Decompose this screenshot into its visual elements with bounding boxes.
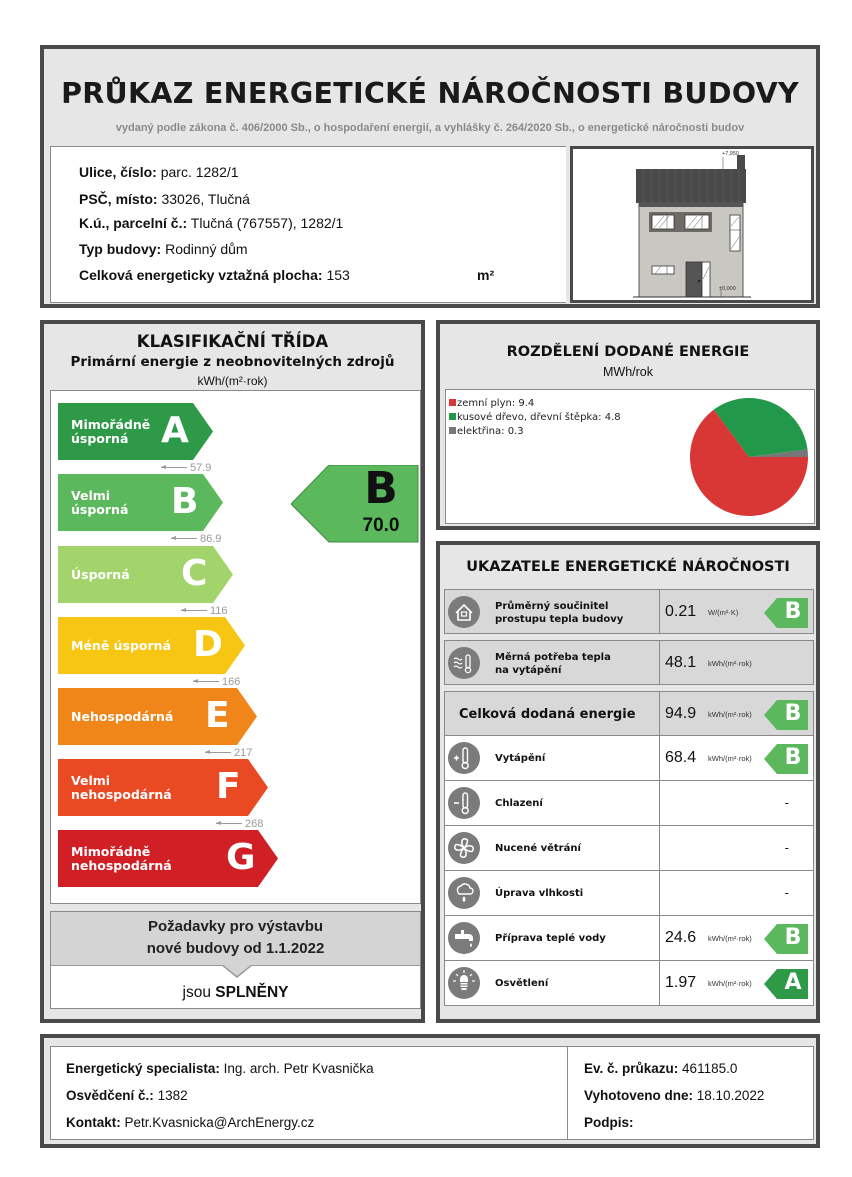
city-row [79,191,250,207]
class-limit: 57.9 [161,462,211,474]
class-limit: 86.9 [171,533,221,545]
energy-class-band-e [58,688,257,745]
date-value: 18.10.2022 [696,1088,765,1103]
street-row [79,164,239,180]
class-limit: 166 [193,676,240,688]
certificate-label: Osvědčení č.: [66,1088,154,1103]
indicator-label: Úprava vlhkosti [495,888,584,899]
indicator-row [444,961,814,1006]
indicator-unit: kWh/(m²·rok) [708,754,752,763]
indicator-empty-value: - [784,795,789,810]
requirements-box [50,911,421,1009]
energy-class-scale [50,390,421,904]
indicator-unit: kWh/(m²·rok) [708,659,752,668]
energy-split-title: ROZDĚLENÍ DODANÉ ENERGIE [506,344,750,360]
indicator-row [444,871,814,916]
class-badge: B [764,924,808,954]
specialist-value: Ing. arch. Petr Kvasnička [223,1061,374,1076]
certificate-value: 1382 [157,1088,188,1103]
area-label: Celková energeticky vztažná plocha: [79,267,323,283]
legend-item: zemní plyn: 9.4 [449,398,534,409]
class-badge: B [764,700,808,730]
cadastre-row [79,215,343,231]
column-divider [659,692,660,735]
indicator-row [444,826,814,871]
arrow-left-icon [205,752,231,753]
contact-email[interactable]: Petr.Kvasnicka@ArchEnergy.cz [124,1115,315,1130]
band-letter: B [171,481,199,522]
certificate-row [66,1088,188,1103]
class-limit: 116 [181,605,228,617]
area-value: 153 [326,267,350,283]
band-label: Mimořádně nehospodárná [71,843,172,873]
footer-panel [40,1034,820,1148]
band-label: Velmi úsporná [71,487,129,517]
class-badge: B [764,598,808,628]
date-label: Vyhotoveno dne: [584,1088,694,1103]
energy-split-panel [436,320,820,530]
band-letter: E [205,695,230,736]
indicator-label: Měrná potřeba tepla na vytápění [495,651,611,676]
specialist-label: Energetický specialista: [66,1061,220,1076]
page-subtitle: vydaný podle zákona č. 406/2000 Sb., o hospodaření energií, a vyhlášky č. 264/2020 Sb., o energetické náročnosti budov [115,122,745,134]
requirements-line1: Požadavky pro výstavbu [147,918,324,935]
requirements-pointer [221,965,253,978]
band-letter: A [161,410,189,451]
indicator-value: 0.21 [665,603,697,620]
energy-class-band-g [58,830,278,887]
indicator-row [444,781,814,826]
band-letter: G [226,837,256,878]
date-row [584,1088,764,1103]
legend-swatch [449,399,456,406]
band-label: Mimořádně úsporná [71,416,151,446]
rating-class-letter: B [364,463,398,514]
contact-row [66,1115,314,1130]
band-label: Méně úsporná [71,637,172,653]
indicator-unit: kWh/(m²·rok) [708,979,752,988]
street-value: parc. 1282/1 [160,164,239,180]
column-divider [659,736,660,780]
indicators-title: UKAZATELE ENERGETICKÉ NÁROČNOSTI [466,559,790,575]
band-letter: D [193,624,223,665]
indicators-table [444,589,814,1006]
indicator-label: Příprava teplé vody [495,933,606,944]
indicator-value: 1.97 [665,974,697,991]
signature-label: Podpis: [584,1115,634,1130]
requirements-line2: nové budovy od 1.1.2022 [146,940,325,957]
band-letter: C [181,553,208,594]
indicator-label: Nucené větrání [495,843,581,854]
page-title: PRŮKAZ ENERGETICKÉ NÁROČNOSTI BUDOVY [61,77,799,110]
indicator-value: 24.6 [665,929,697,946]
house-elevation-image [573,149,811,300]
indicator-row [444,691,814,736]
indicator-unit: kWh/(m²·rok) [708,710,752,719]
energy-split-unit: MWh/rok [603,365,653,379]
indicator-value: 48.1 [665,654,697,671]
area-unit: m² [477,267,495,283]
indicator-label: Vytápění [495,753,546,764]
pie-chart [688,396,810,518]
type-row [79,241,248,257]
requirements-result: jsou SPLNĚNY [182,984,289,1001]
energy-class-band-a [58,403,213,460]
house-icon [448,596,480,628]
indicator-row [444,640,814,685]
arrow-left-icon [161,467,187,468]
cadastre-value: Tlučná (767557), 1282/1 [190,215,344,231]
class-limit: 268 [216,818,263,830]
arrow-left-icon [181,610,207,611]
legend-swatch [449,427,456,434]
contact-label: Kontakt: [66,1115,121,1130]
rating-marker [291,465,419,543]
signature-row [584,1115,634,1130]
indicator-unit: kWh/(m²·rok) [708,934,752,943]
indicator-label: Průměrný součinitel prostupu tepla budovy [495,600,624,625]
city-value: 33026, Tlučná [161,191,250,207]
energy-class-band-d [58,617,245,674]
energy-class-band-c [58,546,233,603]
band-label: Velmi nehospodárná [71,772,172,802]
classification-panel [40,320,425,1023]
specialist-info [50,1046,814,1140]
indicator-row [444,916,814,961]
column-divider [659,871,660,915]
indicator-label: Osvětlení [495,978,549,989]
city-label: PSČ, místo: [79,191,158,207]
energy-class-band-b [58,474,223,531]
band-label: Úsporná [71,566,130,582]
specialist-row [66,1061,374,1076]
column-divider [659,781,660,825]
requirements-status: SPLNĚNY [215,984,289,1001]
indicator-label: Chlazení [495,798,543,809]
registration-label: Ev. č. průkazu: [584,1061,679,1076]
fan-icon [448,832,480,864]
rating-value: 70.0 [362,515,400,536]
indicator-empty-value: - [784,840,789,855]
type-label: Typ budovy: [79,241,162,257]
header-panel [40,45,820,308]
classification-subtitle: Primární energie z neobnovitelných zdrojů [70,354,395,370]
registration-value: 461185.0 [682,1061,738,1076]
indicator-unit: W/(m²·K) [708,608,739,617]
column-divider [659,590,660,633]
cadastre-label: K.ú., parcelní č.: [79,215,188,231]
footer-divider [567,1047,568,1139]
column-divider [659,641,660,684]
arrow-left-icon [193,681,219,682]
cooling-thermometer-icon [448,787,480,819]
classification-unit: kWh/(m²·rok) [197,374,268,388]
indicator-row [444,589,814,634]
elevation-ground-label: ±0,000 [719,286,736,292]
requirements-header [51,912,420,966]
indicators-panel [436,541,820,1023]
faucet-icon [448,922,480,954]
building-info [50,146,566,303]
band-letter: F [216,766,241,807]
legend-swatch [449,413,456,420]
area-row [79,267,350,283]
arrow-left-icon [171,538,197,539]
light-bulb-icon [448,967,480,999]
type-value: Rodinný dům [165,241,248,257]
column-divider [659,916,660,960]
indicator-row [444,736,814,781]
arrow-left-icon [216,823,242,824]
legend-item: elektřina: 0.3 [449,426,524,437]
registration-row [584,1061,737,1076]
class-badge: B [764,744,808,774]
elevation-top-label: +7,950 [722,151,739,157]
legend-item: kusové dřevo, dřevní štěpka: 4.8 [449,412,621,423]
street-label: Ulice, číslo: [79,164,157,180]
class-badge: A [764,969,808,999]
humidity-icon [448,877,480,909]
band-label: Nehospodárná [71,708,174,724]
indicator-empty-value: - [784,885,789,900]
column-divider [659,961,660,1005]
indicator-value: 94.9 [665,705,697,722]
heating-thermometer-icon [448,742,480,774]
heat-demand-icon [448,647,480,679]
class-limit: 217 [205,747,252,759]
classification-title: KLASIFIKAČNÍ TŘÍDA [136,332,329,351]
energy-class-band-f [58,759,268,816]
indicator-label: Celková dodaná energie [459,707,636,722]
column-divider [659,826,660,870]
building-elevation-drawing [570,146,814,303]
indicator-value: 68.4 [665,749,697,766]
energy-split-chart [445,389,815,524]
